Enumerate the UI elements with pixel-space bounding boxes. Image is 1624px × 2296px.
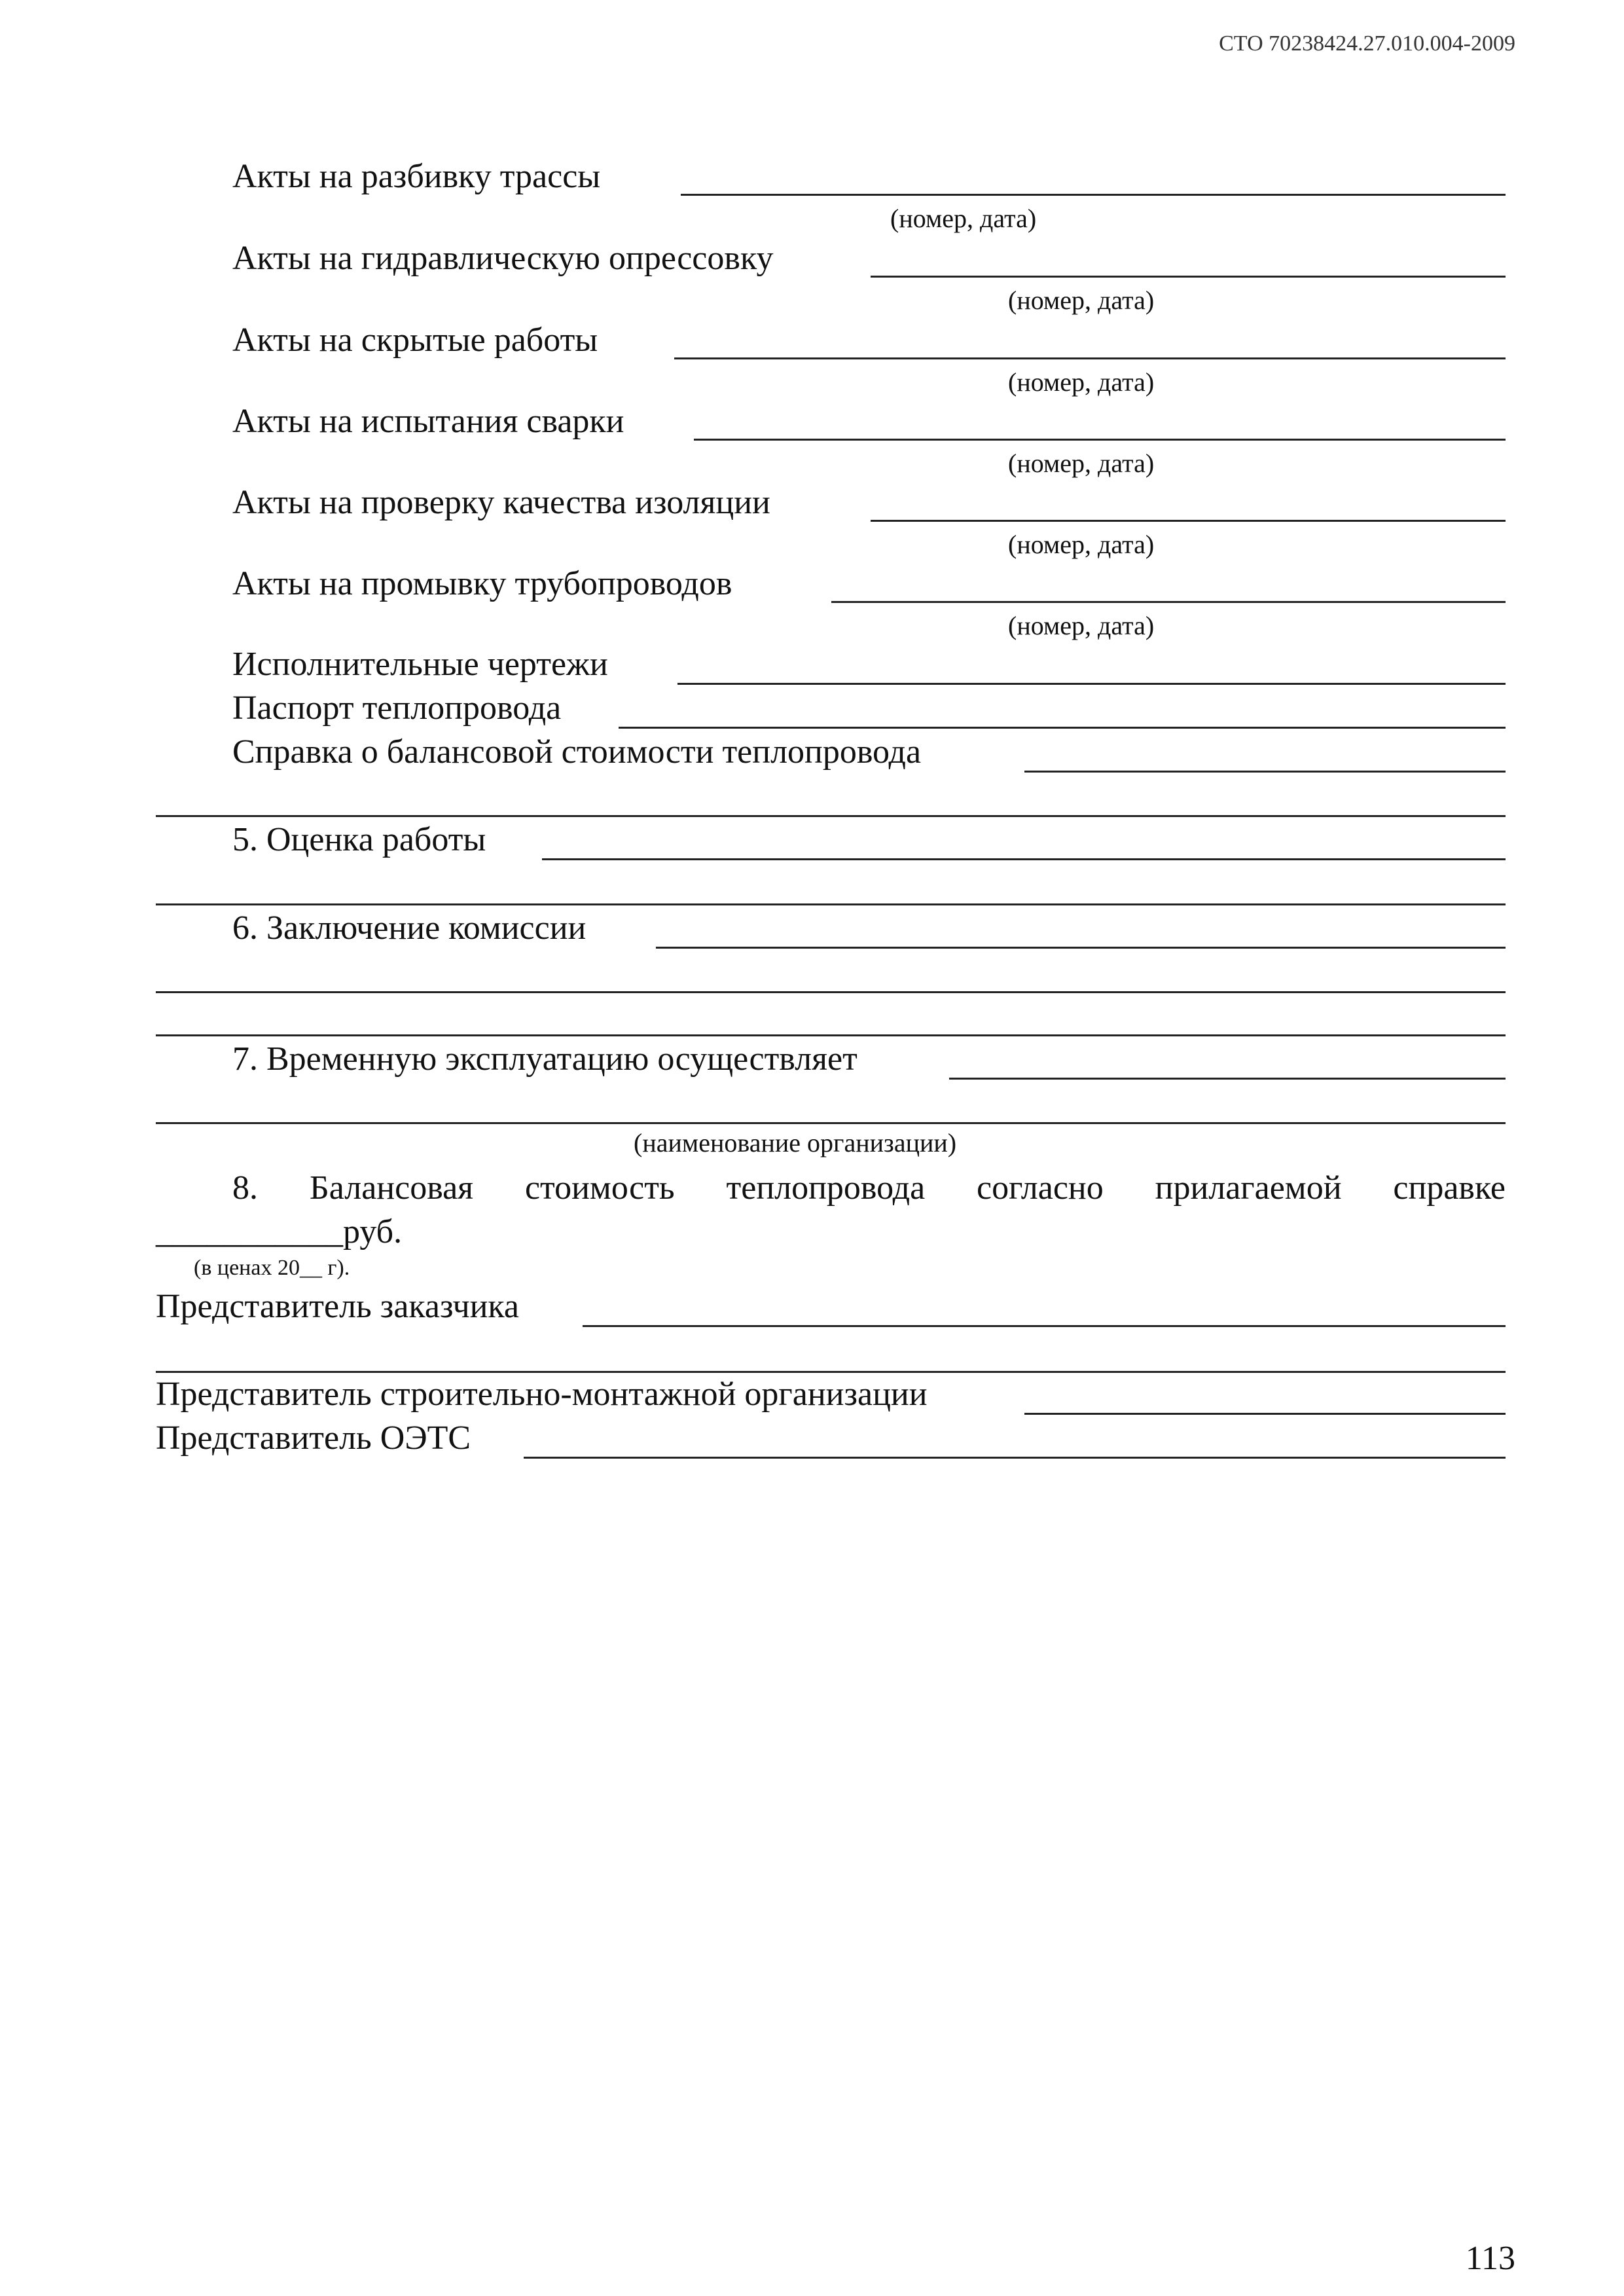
acts-flushing-caption: (номер, дата) bbox=[1008, 611, 1155, 640]
section-6-continuation-line-1[interactable] bbox=[156, 991, 1506, 993]
acts-welding-label: Акты на испытания сварки bbox=[232, 403, 624, 440]
section-5-label: 5. Оценка работы bbox=[232, 821, 486, 858]
acts-insulation-caption: (номер, дата) bbox=[1008, 530, 1155, 559]
drawings-field[interactable] bbox=[677, 683, 1506, 685]
drawings-label: Исполнительные чертежи bbox=[232, 646, 608, 683]
section-8-text: 8. Балансовая стоимость теплопровода согласно прилагаемой справке bbox=[232, 1169, 1506, 1207]
oets-rep-label: Представитель ОЭТС bbox=[156, 1419, 471, 1457]
acts-insulation-label: Акты на проверку качества изоляции bbox=[232, 484, 770, 521]
section-5-field[interactable] bbox=[542, 858, 1506, 860]
page-number: 113 bbox=[1465, 2240, 1515, 2277]
builder-rep-label: Представитель строительно-монтажной организации bbox=[156, 1376, 928, 1413]
acts-flushing-field[interactable] bbox=[831, 601, 1506, 603]
acts-hidden-works-field[interactable] bbox=[674, 357, 1506, 359]
acts-hydraulic-label: Акты на гидравлическую опрессовку bbox=[232, 240, 774, 277]
customer-rep-continuation-line[interactable] bbox=[156, 1371, 1506, 1373]
section-7-field[interactable] bbox=[949, 1078, 1506, 1080]
oets-rep-field[interactable] bbox=[524, 1457, 1506, 1459]
customer-rep-label: Представитель заказчика bbox=[156, 1288, 519, 1325]
acts-hidden-works-label: Акты на скрытые работы bbox=[232, 321, 598, 359]
acts-route-caption: (номер, дата) bbox=[890, 204, 1037, 233]
document-code: СТО 70238424.27.010.004-2009 bbox=[1219, 31, 1515, 56]
acts-hidden-works-caption: (номер, дата) bbox=[1008, 367, 1155, 397]
passport-field[interactable] bbox=[619, 727, 1506, 729]
continuation-line[interactable] bbox=[156, 815, 1506, 817]
section-6-continuation-line-2[interactable] bbox=[156, 1034, 1506, 1036]
acts-hydraulic-caption: (номер, дата) bbox=[1008, 285, 1155, 315]
acts-route-field[interactable] bbox=[681, 194, 1506, 196]
acts-insulation-field[interactable] bbox=[871, 520, 1506, 522]
balance-certificate-label: Справка о балансовой стоимости теплопровода bbox=[232, 733, 922, 771]
balance-certificate-field[interactable] bbox=[1024, 771, 1506, 773]
section-6-field[interactable] bbox=[656, 947, 1506, 949]
section-5-continuation-line[interactable] bbox=[156, 903, 1506, 905]
acts-route-label: Акты на разбивку трассы bbox=[232, 158, 601, 195]
acts-hydraulic-field[interactable] bbox=[871, 276, 1506, 278]
builder-rep-field[interactable] bbox=[1024, 1413, 1506, 1415]
customer-rep-field[interactable] bbox=[583, 1325, 1506, 1327]
passport-label: Паспорт теплопровода bbox=[232, 689, 562, 727]
acts-welding-field[interactable] bbox=[694, 439, 1506, 441]
section-8-rub: ___________руб. bbox=[156, 1213, 403, 1250]
section-7-label: 7. Временную эксплуатацию осуществляет bbox=[232, 1040, 857, 1078]
section-6-label: 6. Заключение комиссии bbox=[232, 909, 586, 947]
section-7-continuation-line[interactable] bbox=[156, 1122, 1506, 1124]
section-8-price-note: (в ценах 20__ г). bbox=[194, 1256, 350, 1280]
acts-flushing-label: Акты на промывку трубопроводов bbox=[232, 565, 732, 602]
acts-welding-caption: (номер, дата) bbox=[1008, 448, 1155, 478]
organization-name-caption: (наименование организации) bbox=[634, 1128, 957, 1157]
